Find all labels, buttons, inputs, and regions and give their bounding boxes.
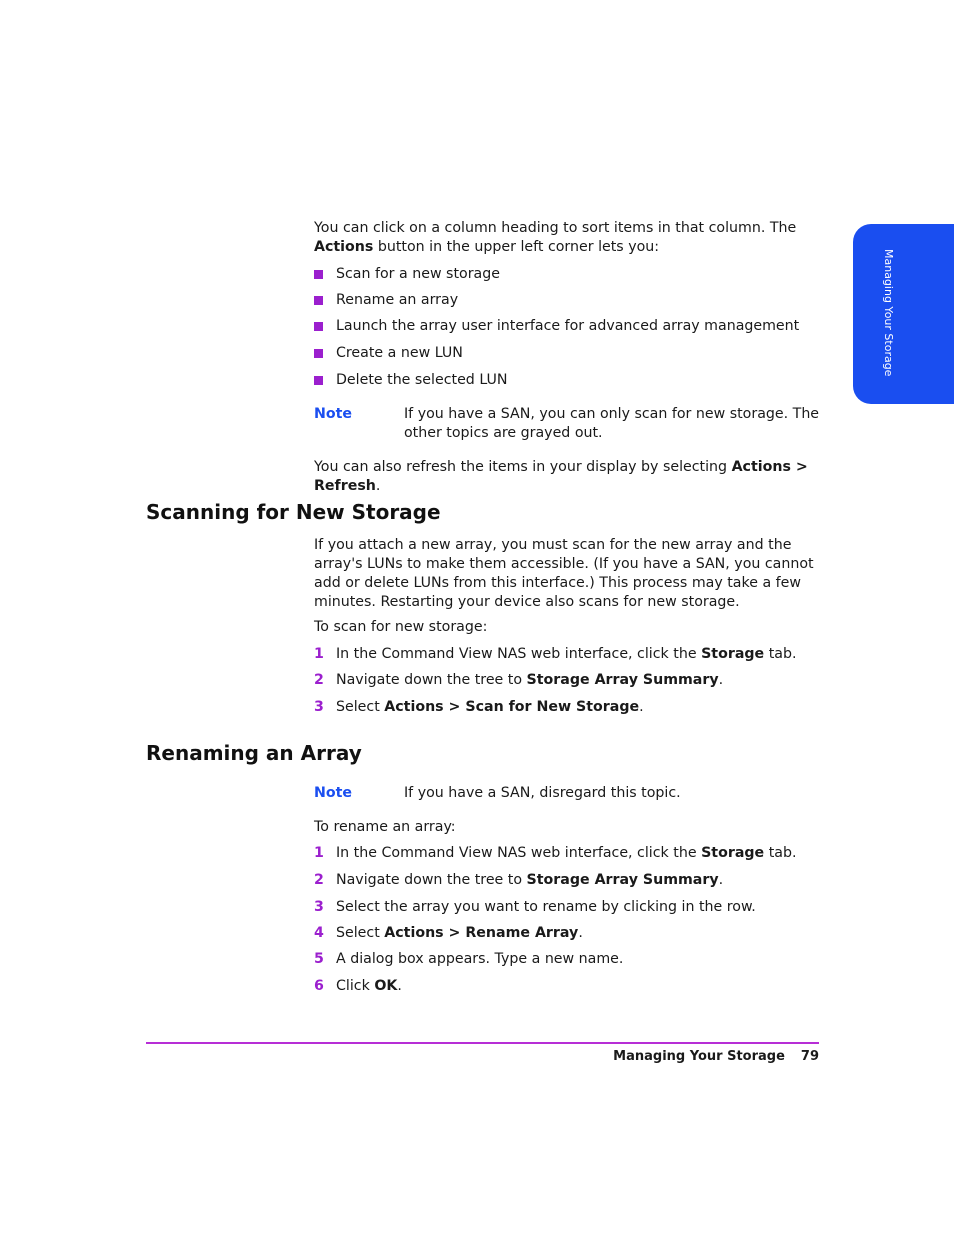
- note-text: If you have a SAN, disregard this topic.: [404, 785, 681, 801]
- step-item: 3 Select Actions > Scan for New Storage.: [314, 699, 644, 715]
- step-item: 1 In the Command View NAS web interface, click the Storage tab.: [314, 845, 797, 861]
- bullet-square-icon: [314, 349, 323, 358]
- footer-section-title: Managing Your Storage: [613, 1049, 785, 1064]
- scanning-lead: To scan for new storage:: [314, 619, 488, 635]
- step-item: 2 Navigate down the tree to Storage Array Summary.: [314, 672, 724, 688]
- step-item: 1 In the Command View NAS web interface, click the Storage tab.: [314, 646, 797, 662]
- renaming-lead: To rename an array:: [314, 819, 456, 835]
- step-item: 5 A dialog box appears. Type a new name.: [314, 951, 624, 967]
- intro-paragraph: You can click on a column heading to sort items in that column. The Actions button in the upper left corner lets you:: [314, 220, 797, 255]
- note-text: If you have a SAN, you can only scan for new storage. The other topics are grayed out.: [404, 406, 820, 441]
- note-label: Note: [314, 406, 353, 422]
- bullet-square-icon: [314, 296, 323, 305]
- list-item: Rename an array: [314, 290, 834, 310]
- bullet-square-icon: [314, 376, 323, 385]
- footer-rule: [146, 1042, 819, 1044]
- chapter-tab: [853, 224, 954, 404]
- page-footer: [613, 1049, 819, 1064]
- section-heading-scanning: Scanning for New Storage: [146, 500, 441, 524]
- section-heading-renaming: Renaming an Array: [146, 741, 362, 765]
- chapter-tab-label: Managing Your Storage: [882, 249, 895, 377]
- list-item: Delete the selected LUN: [314, 370, 834, 390]
- bullet-square-icon: [314, 322, 323, 331]
- list-item: Scan for a new storage: [314, 264, 834, 284]
- step-item: 2 Navigate down the tree to Storage Array Summary.: [314, 872, 724, 888]
- note-label: Note: [314, 785, 353, 801]
- refresh-paragraph: You can also refresh the items in your display by selecting Actions > Refresh.: [314, 459, 808, 494]
- step-item: 3 Select the array you want to rename by clicking in the row.: [314, 899, 756, 915]
- scanning-paragraph: If you attach a new array, you must scan for the new array and the array's LUNs to make them accessible. (If you have a SAN, you cannot add or delete LUNs from this interface.) This process may take a few minutes. Restarting your device also scans for new storage.: [314, 537, 814, 610]
- step-item: 4 Select Actions > Rename Array.: [314, 925, 583, 941]
- list-item: Launch the array user interface for advanced array management: [314, 316, 834, 336]
- step-item: 6 Click OK.: [314, 978, 402, 994]
- list-item: Create a new LUN: [314, 343, 834, 363]
- page-number: 79: [800, 1049, 819, 1064]
- bullet-square-icon: [314, 270, 323, 279]
